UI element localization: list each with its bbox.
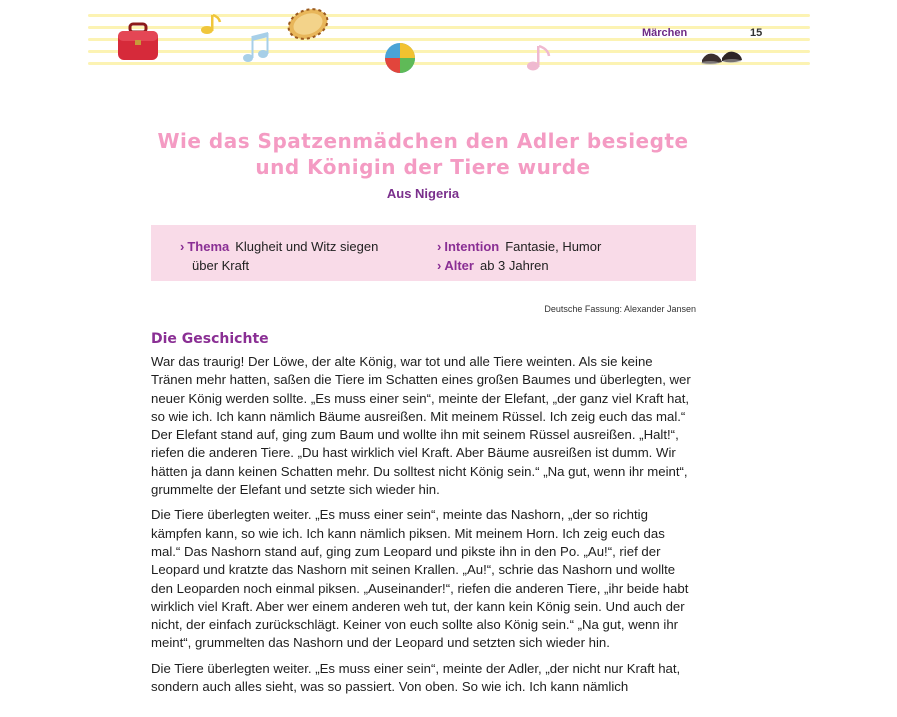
chevron-right-icon: › bbox=[437, 258, 442, 273]
shoes-icon bbox=[700, 46, 744, 68]
suitcase-icon bbox=[116, 22, 160, 62]
section-label: Märchen bbox=[642, 27, 688, 39]
info-intention-label: Intention bbox=[444, 239, 500, 254]
ball-icon bbox=[384, 42, 416, 74]
music-note-icon bbox=[526, 42, 552, 72]
info-alter-value: ab 3 Jahren bbox=[479, 258, 549, 273]
music-note-icon bbox=[200, 12, 222, 36]
chevron-right-icon: › bbox=[437, 239, 442, 254]
translation-credit: Deutsche Fassung: Alexander Jansen bbox=[544, 304, 696, 314]
info-intention-value: Fantasie, Humor bbox=[505, 239, 602, 254]
story-body bbox=[151, 353, 696, 703]
info-alter bbox=[437, 256, 687, 275]
tambourine-icon bbox=[285, 5, 331, 43]
story-origin: Aus Nigeria bbox=[386, 186, 460, 201]
info-alter-label: Alter bbox=[444, 258, 474, 273]
info-thema-label: Thema bbox=[187, 239, 230, 254]
info-thema bbox=[180, 237, 420, 275]
story-paragraph: Die Tiere überlegten weiter. „Es muss einer sein“, meinte der Adler, „der nicht nur Kraft hat, sondern auch alles sieht, was so passiert. Von oben. So wie ich. Ich kann nämlich bbox=[151, 660, 681, 695]
info-thema-value: Klugheit und Witz siegen bbox=[235, 239, 379, 254]
story-paragraph: War das traurig! Der Löwe, der alte König, war tot und alle Tiere weinten. Als sie keine Tränen mehr hatten, saßen die Tiere im Schatten eines großen Baumes und überlegten, wer neuer König werden sollte. „Es muss einer sein“, meinte der Elefant, „der ganz viel Kraft hat, so wie ich. Ich kann nämlich Bäume ausreißen. Mit meinem Rüssel. Ich zeig euch das mal.“ Der Elefant stand auf, ging zum Baum und wollte ihn mit seinem Rüssel ausreißen. „Halt!“, riefen die anderen Tiere. „Du hast wirklich viel Kraft. Aber Bäume ausreißen ist dumm. Wir hätten ja dann keinen Schatten mehr. Du solltest nicht König sein.“ „Na gut, wenn ihr meint“, grummelte der Elefant und setzte sich wieder hin. bbox=[151, 354, 691, 498]
story-heading: Die Geschichte bbox=[151, 331, 269, 347]
story-title-line-1: Wie das Spatzenmädchen den Adler besiegte bbox=[157, 129, 689, 153]
double-music-note-icon bbox=[242, 30, 270, 66]
page-number: 15 bbox=[750, 27, 763, 39]
info-intention bbox=[437, 237, 687, 256]
story-paragraph: Die Tiere überlegten weiter. „Es muss einer sein“, meinte das Nashorn, „der so richtig kämpfen kann, so wie ich. Ich kann nämlich piksen. Mit meinem Horn. Ich zeig euch das mal.“ Das Nashorn stand auf, ging zum Leopard und pikste ihn in den Po. „Au!“, rief der Leopard und kratzte das Nashorn mit seinen Krallen. „Au!“, schrie das Nashorn und wollte den Leoparden noch einmal piksen. „Auseinander!“, riefen die anderen Tiere, „ihr beide habt wirklich viel Kraft. Aber wer einem anderen weh tut, der kann kein König sein. Und auch der nicht, der einfach zurückschlägt. Keiner von euch sollte also König sein.“ „Na gut, wenn ihr meint“, grummelten das Nashorn und der Leopard und setzten sich wieder hin. bbox=[151, 507, 689, 651]
chevron-right-icon: › bbox=[180, 239, 185, 254]
info-box bbox=[151, 225, 696, 281]
story-title-line-2: und Königin der Tiere wurde bbox=[255, 155, 591, 179]
info-thema-value-cont: über Kraft bbox=[192, 258, 250, 273]
